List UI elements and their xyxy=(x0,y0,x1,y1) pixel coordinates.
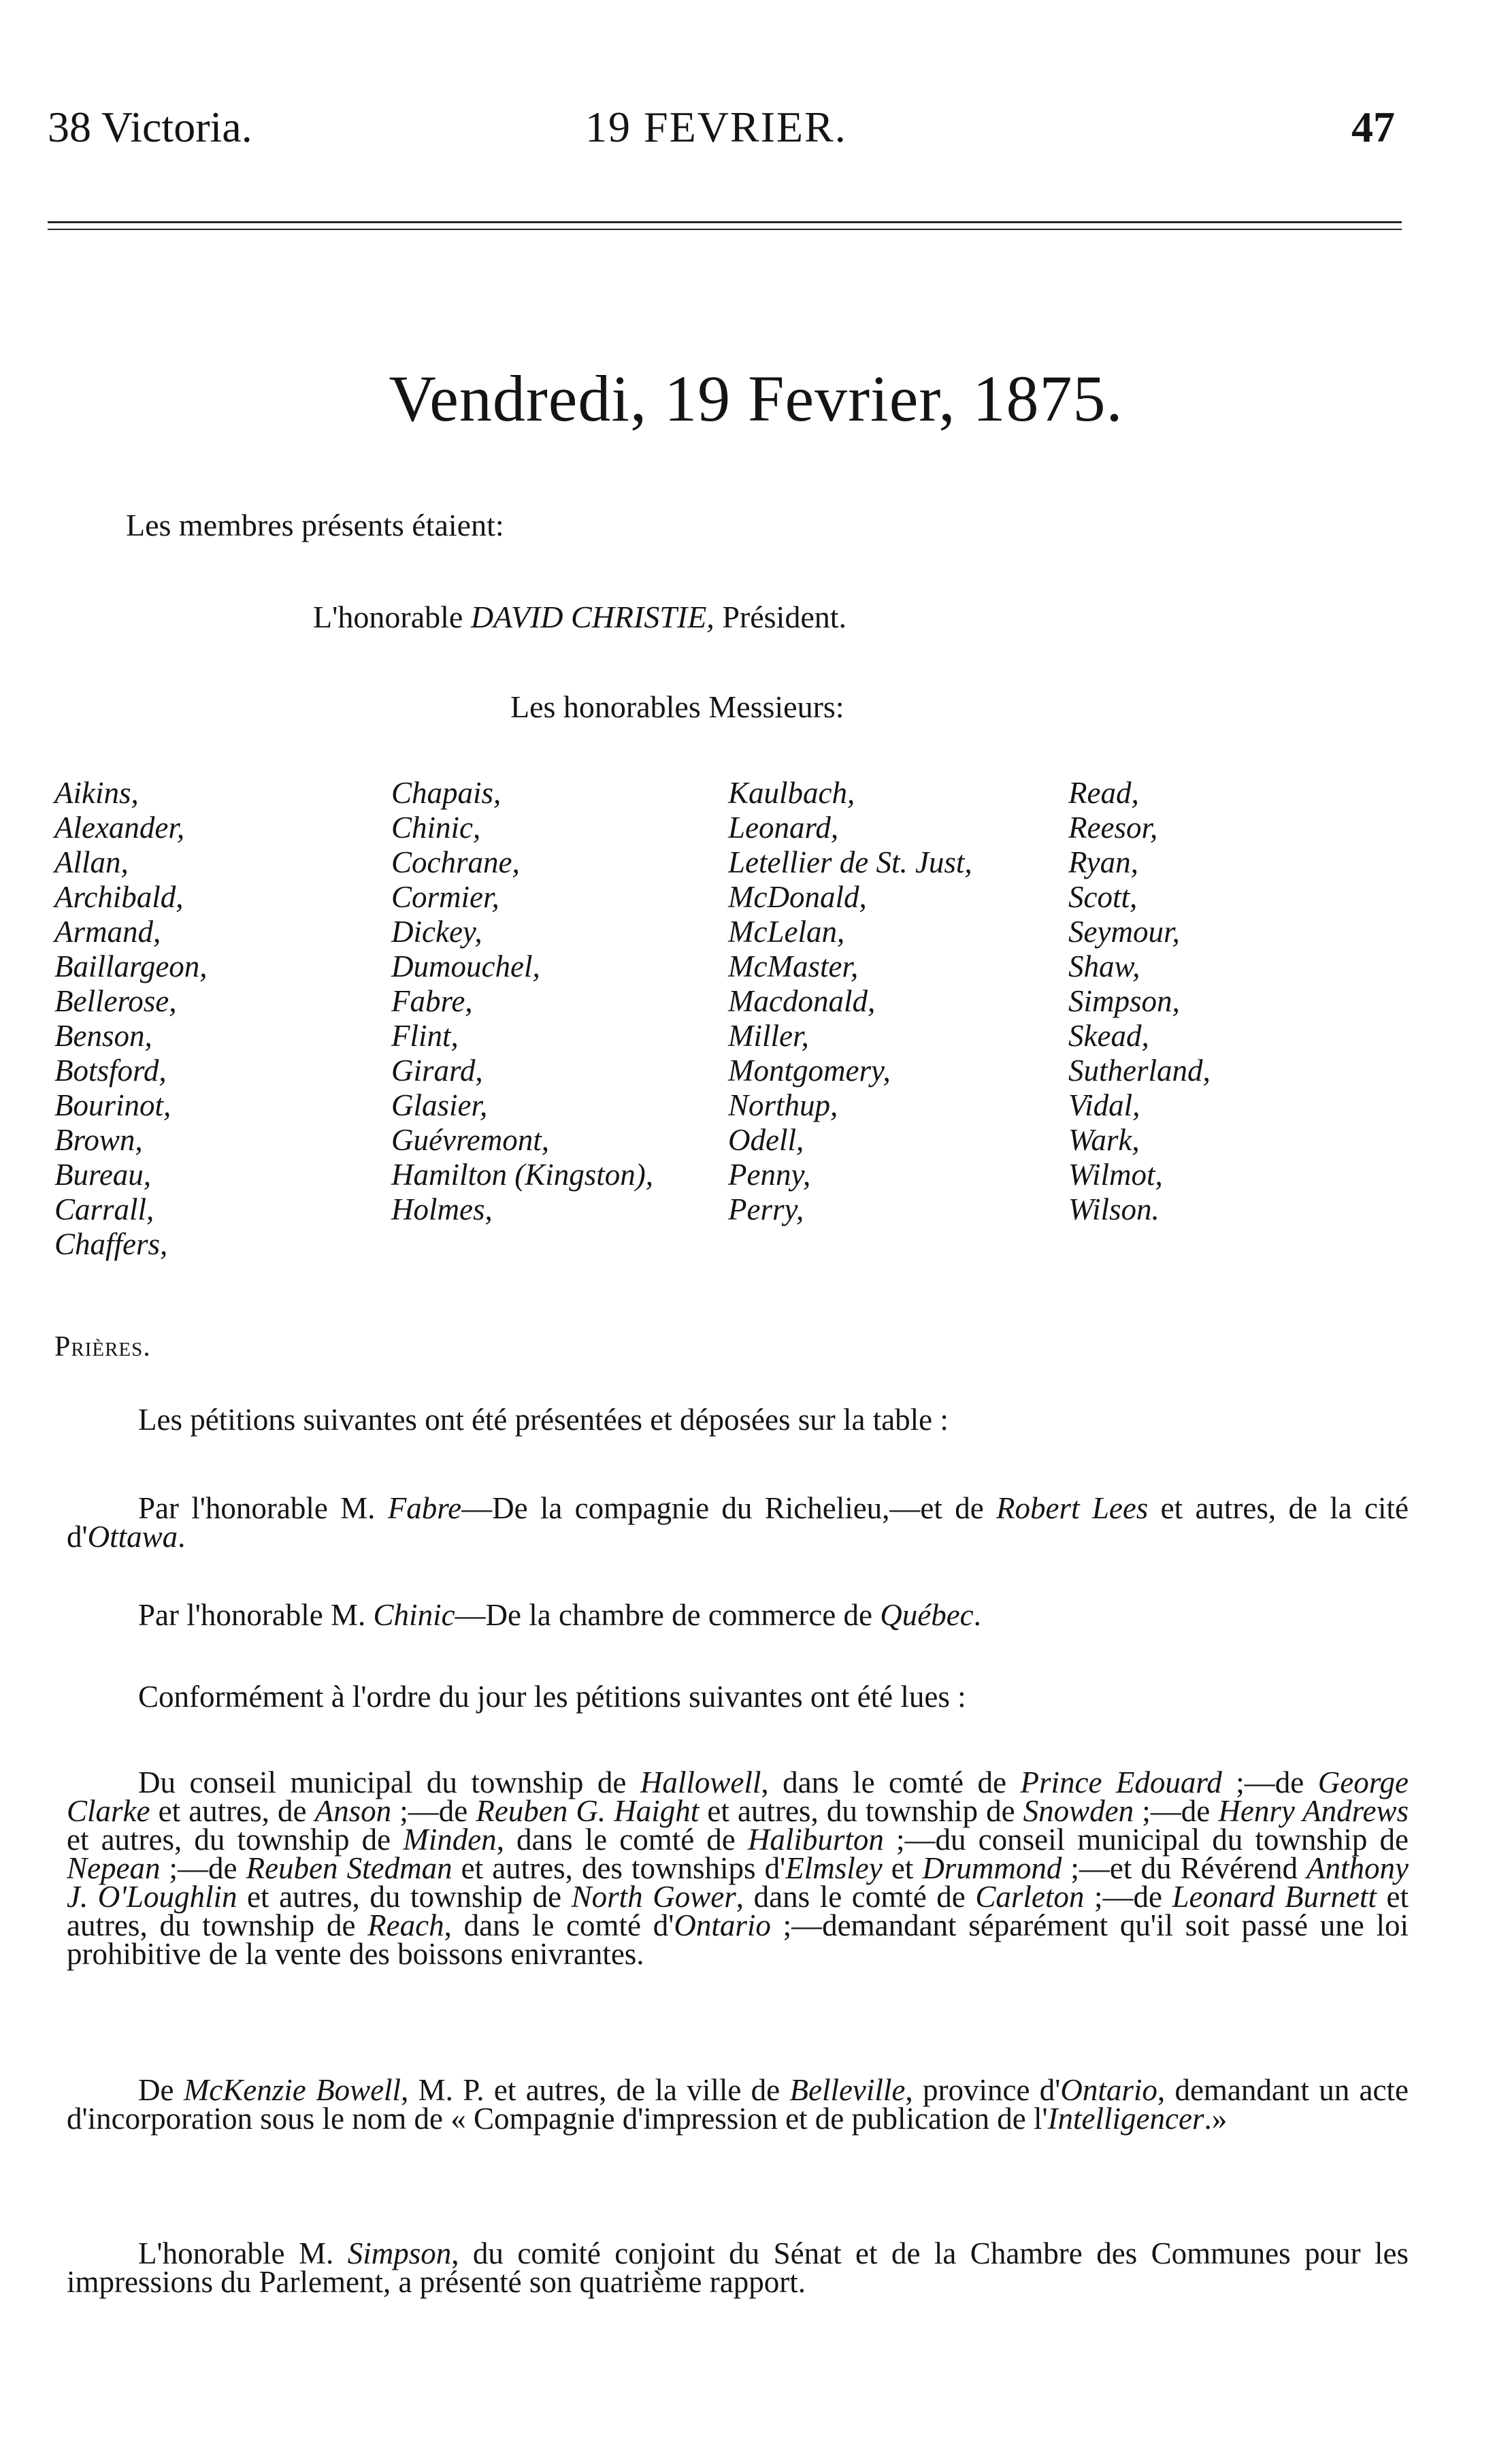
senator-name: McLelan, xyxy=(728,915,845,949)
senator-name: Simpson, xyxy=(1068,984,1180,1018)
senator-name: Kaulbach, xyxy=(728,776,855,810)
prieres-heading: Prières. xyxy=(54,1331,151,1362)
senator-name: Chaffers, xyxy=(54,1227,168,1261)
senator-name: Aikins, xyxy=(54,776,139,810)
senator-name: Seymour, xyxy=(1068,915,1180,949)
senator-name: Guévremont, xyxy=(391,1123,550,1157)
senator-name: Scott, xyxy=(1068,880,1138,914)
senator-name: Fabre, xyxy=(391,984,473,1018)
senator-name: Bourinot, xyxy=(54,1088,171,1122)
senator-name: Miller, xyxy=(728,1019,809,1053)
petition-fabre: Par l'honorable M. Fabre—De la compagnie du Richelieu,—et de Robert Lees et autres, de la cité d'Ottawa. xyxy=(67,1491,1409,1554)
senator-name: Flint, xyxy=(391,1019,459,1053)
senator-name: Dickey, xyxy=(391,915,482,949)
page-number: 47 xyxy=(1351,103,1395,151)
senator-name: Chapais, xyxy=(391,776,502,810)
senator-name: Reesor, xyxy=(1068,811,1158,845)
senator-name: Northup, xyxy=(728,1088,838,1122)
senator-name: Penny, xyxy=(728,1158,811,1192)
senator-name: Wilson. xyxy=(1068,1192,1160,1226)
senator-name: Leonard, xyxy=(728,811,839,845)
senator-name: Glasier, xyxy=(391,1088,488,1122)
senator-name: Armand, xyxy=(54,915,161,949)
senator-name: McMaster, xyxy=(728,949,859,983)
senator-name: Benson, xyxy=(54,1019,152,1053)
running-head xyxy=(48,102,1395,163)
senators-column-3 xyxy=(728,776,972,1227)
senator-name: Perry, xyxy=(728,1192,804,1226)
senator-name: Macdonald, xyxy=(728,984,876,1018)
header-rule xyxy=(48,221,1402,223)
senator-name: Brown, xyxy=(54,1123,143,1157)
president-line: L'honorable DAVID CHRISTIE, Président. xyxy=(313,600,847,634)
petition-bowell: De McKenzie Bowell, M. P. et autres, de la ville de Belleville, province d'Ontario, demandant un acte d'incorporation sous le nom de « Compagnie d'impression et de publication de l'Intelligencer.» xyxy=(67,2073,1409,2136)
senator-name: Wilmot, xyxy=(1068,1158,1163,1192)
senator-name: Sutherland, xyxy=(1068,1054,1211,1088)
senator-name: Bureau, xyxy=(54,1158,152,1192)
senators-list xyxy=(54,776,1415,1307)
header-date: 19 FEVRIER. xyxy=(585,103,847,151)
petitions-intro: Les pétitions suivantes ont été présentées et déposées sur la table : xyxy=(138,1403,949,1437)
senator-name: Odell, xyxy=(728,1123,804,1157)
senators-column-4 xyxy=(1068,776,1211,1227)
senator-name: Montgomery, xyxy=(728,1054,891,1088)
petitions-read-intro: Conformément à l'ordre du jour les pétitions suivantes ont été lues : xyxy=(138,1680,966,1714)
senator-name: Letellier de St. Just, xyxy=(728,845,972,879)
senator-name: Girard, xyxy=(391,1054,483,1088)
senator-name: Botsford, xyxy=(54,1054,167,1088)
report-simpson: L'honorable M. Simpson, du comité conjoint du Sénat et de la Chambre des Communes pour les impressions du Parlement, a présenté son quatrième rapport. xyxy=(67,2236,1409,2299)
senators-column-2 xyxy=(391,776,653,1227)
senator-name: Skead, xyxy=(1068,1019,1149,1053)
members-present-label: Les membres présents étaient: xyxy=(126,508,504,542)
senator-name: Archibald, xyxy=(54,880,184,914)
page-title: Vendredi, 19 Fevrier, 1875. xyxy=(389,362,1123,435)
header-session: 38 Victoria. xyxy=(48,103,252,151)
senator-name: McDonald, xyxy=(728,880,867,914)
senator-name: Hamilton (Kingston), xyxy=(391,1158,654,1192)
senators-column-1 xyxy=(54,776,208,1262)
senator-name: Bellerose, xyxy=(54,984,177,1018)
senator-name: Allan, xyxy=(54,845,129,879)
header-rule-second xyxy=(48,229,1402,230)
petitions-prohibition: Du conseil municipal du township de Hallowell, dans le comté de Prince Edouard ;—de George Clarke et autres, de Anson ;—de Reuben G. Haight et autres, du township de Snowden ;—de Henry Andrews et autres, du township de Minden, dans le comté de Haliburton ;—du conseil municipal du township de Nepean ;—de Reuben Stedman et autres, des townships d'Elmsley et Drummond ;—et du Révérend Anthony J. O'Loughlin et autres, du township de North Gower, dans le comté de Carleton ;—de Leonard Burnett et autres, du township de Reach, dans le comté d'Ontario ;—demandant séparément qu'il soit passé une loi prohibitive de la vente des boissons enivrantes. xyxy=(67,1765,1409,1971)
senator-name: Chinic, xyxy=(391,811,481,845)
senator-name: Holmes, xyxy=(391,1192,493,1226)
petition-chinic: Par l'honorable M. Chinic—De la chambre de commerce de Québec. xyxy=(138,1598,981,1632)
senator-name: Cochrane, xyxy=(391,845,520,879)
senator-name: Baillargeon, xyxy=(54,949,208,983)
senator-name: Shaw, xyxy=(1068,949,1140,983)
senator-name: Read, xyxy=(1068,776,1139,810)
senator-name: Ryan, xyxy=(1068,845,1138,879)
senator-name: Wark, xyxy=(1068,1123,1140,1157)
senator-name: Carrall, xyxy=(54,1192,154,1226)
president-name: DAVID CHRISTIE, xyxy=(470,600,714,634)
honorables-label: Les honorables Messieurs: xyxy=(510,689,844,724)
senator-name: Cormier, xyxy=(391,880,499,914)
senator-name: Dumouchel, xyxy=(391,949,540,983)
senator-name: Vidal, xyxy=(1068,1088,1140,1122)
senator-name: Alexander, xyxy=(54,811,185,845)
